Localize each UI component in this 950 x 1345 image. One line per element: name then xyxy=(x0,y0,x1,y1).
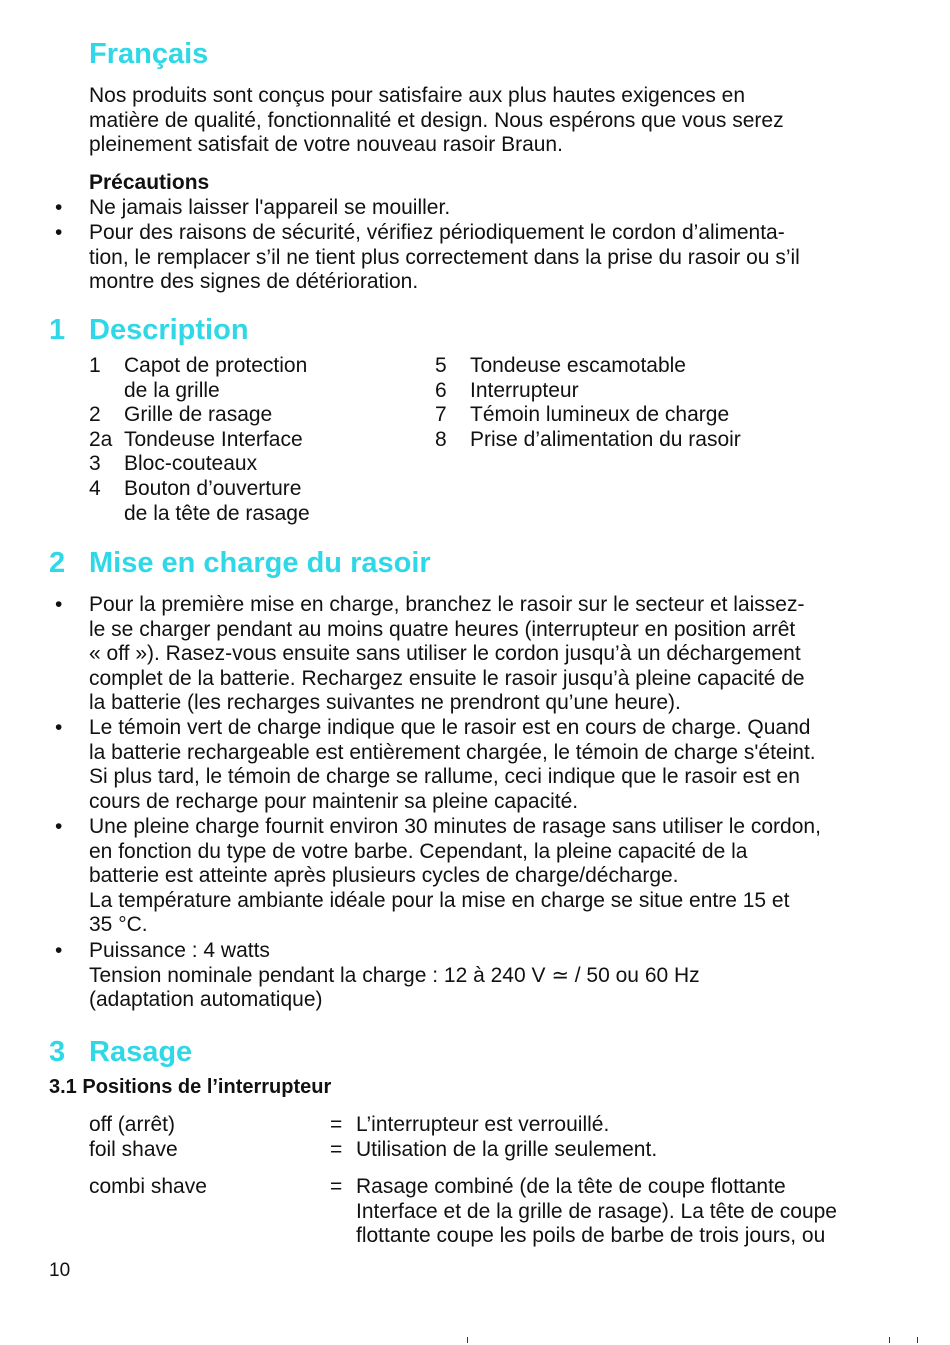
switch-label: off (arrêt) xyxy=(89,1113,175,1136)
section-heading-description xyxy=(49,314,249,346)
section-number: 1 xyxy=(49,314,66,346)
bullet-marker: • xyxy=(55,716,63,739)
section-number: 3 xyxy=(49,1036,66,1068)
charging-paragraph: Pour la première mise en charge, branchez le rasoir sur le secteur et laissez- le se charger pendant au moins quatre heures (interrupteur en position arrêt « off »). Rasez-vous ensuite sans utiliser le cordon jusqu’à un déchargement complet de la batterie. Rechargez ensuite le rasoir jusqu’à pleine capacité de la batterie (les recharges suivantes ne prendront qu’une heure). xyxy=(89,593,805,715)
section-heading-shaving xyxy=(49,1036,193,1068)
crop-mark xyxy=(917,1337,918,1343)
bullet-marker: • xyxy=(55,593,63,616)
switch-description: Rasage combiné (de la tête de coupe flottante Interface et de la grille de rasage). La tête de coupe flottante coupe les poils de barbe de trois jours, ou xyxy=(356,1175,837,1248)
charging-paragraph: Le témoin vert de charge indique que le rasoir est en cours de charge. Quand la batterie rechargeable est entièrement chargée, le témoin de charge s'éteint. Si plus tard, le témoin de charge se rallume, ceci indique que le rasoir est en cours de recharge pour maintenir sa pleine capacité. xyxy=(89,716,816,813)
precaution-item: Ne jamais laisser l'appareil se mouiller. xyxy=(89,196,451,219)
power-specs: Puissance : 4 watts Tension nominale pendant la charge : 12 à 240 V ≃ / 50 ou 60 Hz (adaptation automatique) xyxy=(89,939,700,1012)
section-heading-charging xyxy=(49,547,431,579)
section-title: Mise en charge du rasoir xyxy=(89,547,431,579)
switch-description: L’interrupteur est verrouillé. xyxy=(356,1113,610,1136)
subsection-title: 3.1 Positions de l’interrupteur xyxy=(49,1076,332,1098)
page-number: 10 xyxy=(49,1260,71,1281)
switch-label: combi shave xyxy=(89,1175,207,1198)
bullet-marker: • xyxy=(55,939,63,962)
bullet-marker: • xyxy=(55,196,63,219)
bullet-marker: • xyxy=(55,815,63,838)
section-title: Description xyxy=(89,314,249,346)
section-number: 2 xyxy=(49,547,66,579)
bullet-marker: • xyxy=(55,221,63,244)
switch-label: foil shave xyxy=(89,1138,178,1161)
manual-page: Français Nos produits sont conçus pour satisfaire aux plus hautes exigences en matière de qualité, fonctionnalité et design. Nous espérons que vous serez pleinement satisfait de votre nouveau rasoir Braun. Précautions • Ne jamais laisser l'appareil se mouiller. • Pour des raisons de sécurité, vérifiez périodiquement le cordon d’alimenta- tion, le remplacer s’il ne tient plus correctement dans la prise du rasoir ou s’il montre des signes de détérioration. 1 Description 1 Capot de protection de la grille 2 Grille de rasage 2a Tondeuse Interface 3 Bloc-couteaux 4 Bouton d’ouverture de la tête de rasage 5 Tondeuse escamotable 6 Interrupteur 7 Témoin lumineux de charge 8 Prise d’alimentation du rasoir 2 Mise en charge du rasoir • Pour la première mise en charge, branchez le rasoir sur le secteur et laissez- le se charger pendant au moins quatre heures (interrupteur en position arrêt « off »). Rasez-vous ensuite sans utiliser le cordon jusqu’à un déchargement complet de la batterie. Rechargez ensuite le rasoir jusqu’à pleine capacité de la batterie (les recharges suivantes ne prendront qu’une heure). • Le témoin vert de charge indique que le rasoir est en cours de charge. Quand la batterie rechargeable est entièrement chargée, le témoin de charge s'éteint. Si plus tard, le témoin de charge se rallume, ceci indique que le rasoir est en cours de recharge pour maintenir sa pleine capacité. • Une pleine charge fournit environ 30 minutes de rasage sans utiliser le cordon, en fonction du type de votre barbe. Cependant, la pleine capacité de la batterie est atteinte après plusieurs cycles de charge/décharge. La température ambiante idéale pour la mise en charge se situe entre 15 et 35 °C. • Puissance : 4 watts Tension nominale pendant la charge : 12 à 240 V ≃ / 50 ou 60 Hz (adaptation automatique) 3 Rasage 3.1 Positions de l’interrupteur off (arrêt) = L’interrupteur est verrouillé. foil shave = Utilisation de la grille seulement. combi shave = Rasage combiné (de la tête de coupe flottante Interface et de la grille de rasage). La tête de coupe flottante coupe les poils de barbe de trois jours, ou 10 xyxy=(0,0,950,1345)
precautions-title: Précautions xyxy=(89,171,210,194)
intro-paragraph: Nos produits sont conçus pour satisfaire aux plus hautes exigences en matière de qualité, fonctionnalité et design. Nous espérons que vous serez pleinement satisfait de votre nouveau rasoir Braun. xyxy=(89,84,784,157)
switch-description: Utilisation de la grille seulement. xyxy=(356,1138,658,1161)
language-heading: Français xyxy=(89,38,209,70)
charging-paragraph: Une pleine charge fournit environ 30 minutes de rasage sans utiliser le cordon, en fonction du type de votre barbe. Cependant, la pleine capacité de la batterie est atteinte après plusieurs cycles de charge/décharge. La température ambiante idéale pour la mise en charge se situe entre 15 et 35 °C. xyxy=(89,815,821,937)
precaution-item: Pour des raisons de sécurité, vérifiez périodiquement le cordon d’alimenta- tion, le remplacer s’il ne tient plus correctement dans la prise du rasoir ou s’il montre des signes de détérioration. xyxy=(89,221,800,294)
description-list-right: 5 Tondeuse escamotable 6 Interrupteur 7 Témoin lumineux de charge 8 Prise d’alimentation du rasoir xyxy=(435,354,741,451)
section-title: Rasage xyxy=(89,1036,193,1068)
description-list-left: 1 Capot de protection de la grille 2 Grille de rasage 2a Tondeuse Interface 3 Bloc-couteaux 4 Bouton d’ouverture de la tête de rasage xyxy=(89,354,310,525)
crop-mark xyxy=(889,1337,890,1343)
crop-mark xyxy=(467,1337,468,1343)
